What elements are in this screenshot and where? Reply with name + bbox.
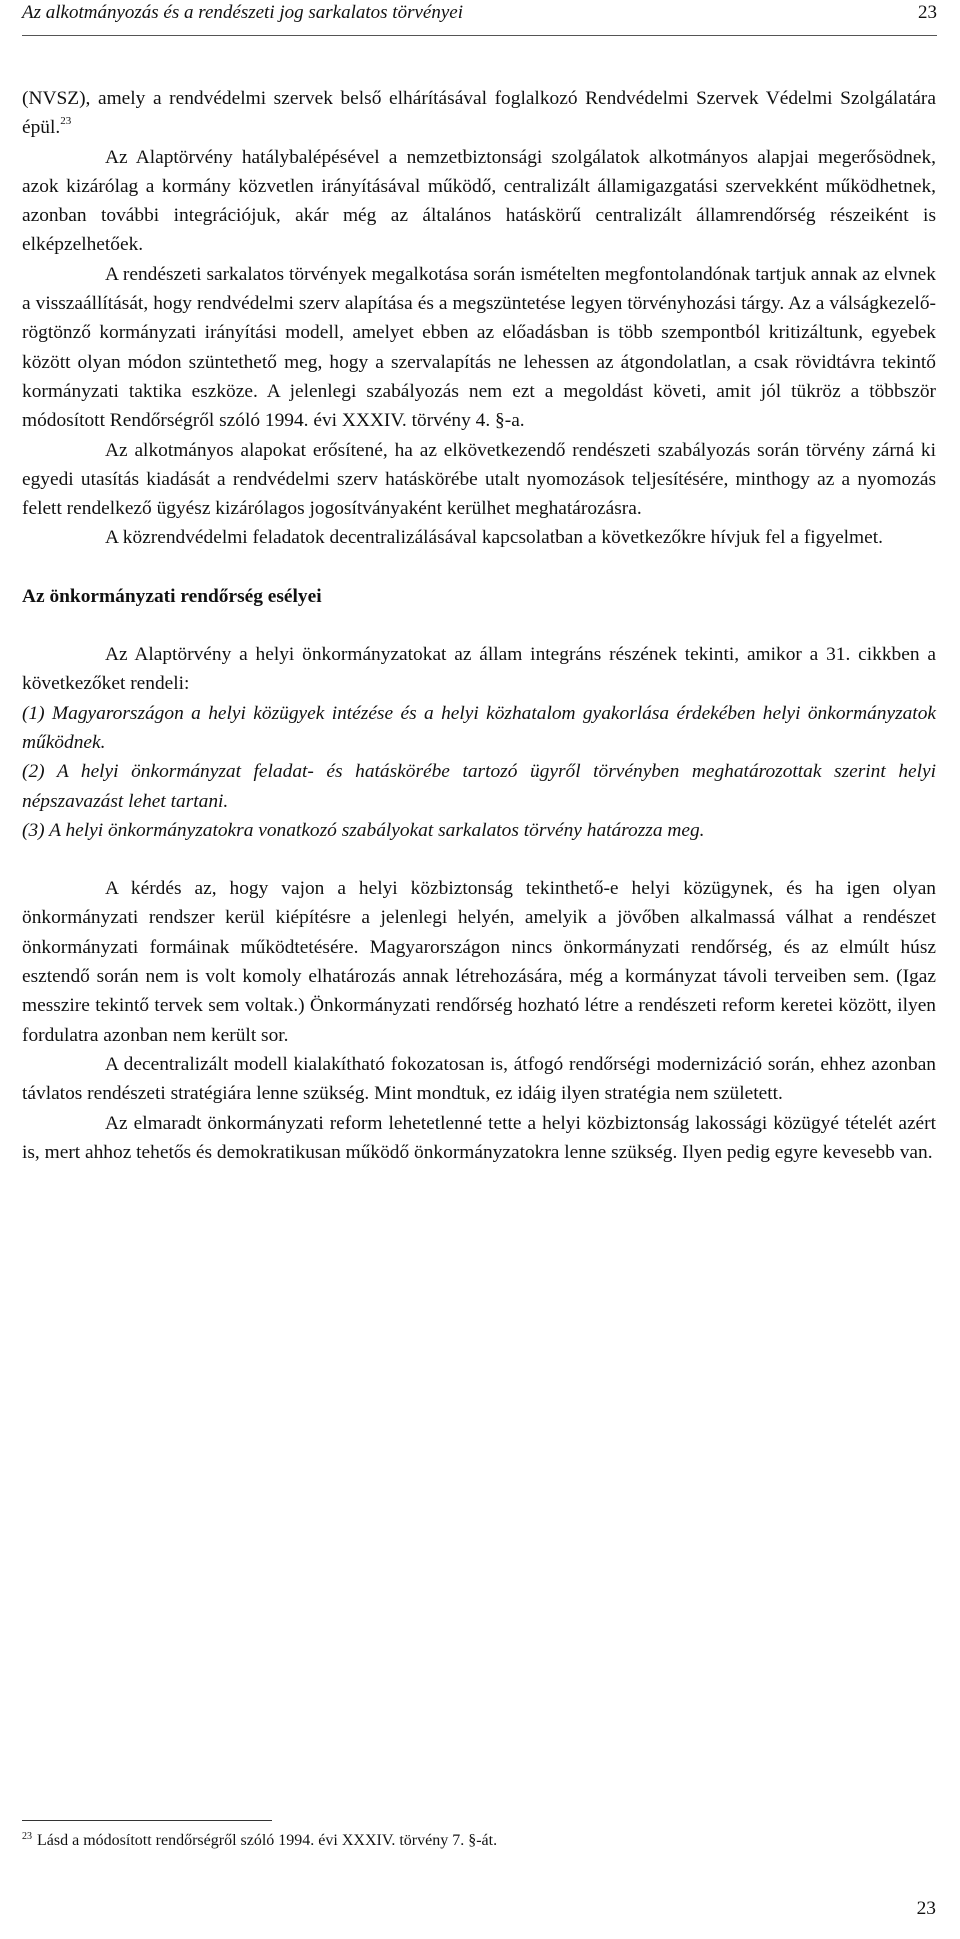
header-rule	[22, 35, 937, 36]
running-header	[22, 2, 937, 32]
paragraph-1	[22, 84, 936, 143]
paragraph-6: Az Alaptörvény a helyi önkormányzatokat az állam integráns részének tekinti, amikor a 31. cikkben a következőket rendeli:	[22, 644, 936, 695]
section-heading: Az önkormányzati rendőrség esélyei	[22, 585, 322, 607]
header-page-number: 23	[918, 2, 937, 23]
quote-1: (1) Magyarországon a helyi közügyek intézése és a helyi közhatalom gyakorlása érdekében helyi önkormányzatok működnek.	[22, 702, 936, 753]
quote-2: (2) A helyi önkormányzat feladat- és hatáskörébe tartozó ügyről törvényben meghatározottak szerint helyi népszavazást lehet tartani.	[22, 761, 936, 812]
paragraph-4: Az alkotmányos alapokat erősítené, ha az elkövetkezendő rendészeti szabályozás során törvény zárná ki egyedi utasítás kiadását a rendvédelmi szerv hatáskörébe utalt nyomozások teljesítésére, minthogy az a nyomozás felett rendelkező ügyész kizárólagos jogosítványaként kerülhet meghatározásra.	[22, 439, 936, 520]
footnote	[22, 1830, 922, 1852]
paragraph-7: A kérdés az, hogy vajon a helyi közbiztonság tekinthető-e helyi közügynek, és ha igen olyan önkormányzati rendszer kerül kiépítésre a jelenlegi helyén, amelyik a jövőben alkalmassá válhat a rendészet önkormányzati formáinak működtetésére. Magyarországon nincs önkormányzati rendőrség, és az elmúlt húsz esztendő során nem is volt komoly elhatározás annak létrehozására, még a kormányzat távoli terveiben sem. (Igaz messzire tekintő tervek sem voltak.) Önkormányzati rendőrség hozható létre a rendészeti reform keretei között, ilyen fordulatra azonban nem került sor.	[22, 878, 936, 1046]
footer-page-number: 23	[916, 1898, 936, 1919]
page-body	[22, 84, 936, 1167]
quote-3: (3) A helyi önkormányzatokra vonatkozó szabályokat sarkalatos törvény határozza meg.	[22, 819, 705, 841]
footnote-marker: 23	[22, 1831, 32, 1842]
paragraph-5: A közrendvédelmi feladatok decentralizálásával kapcsolatban a következőkre hívjuk fel a figyelmet.	[105, 527, 883, 549]
paragraph-8: A decentralizált modell kialakítható fokozatosan is, átfogó rendőrségi modernizáció során, ehhez azonban távlatos rendészeti stratégiára lenne szükség. Mint mondtuk, ez idáig ilyen stratégia nem született.	[22, 1053, 936, 1105]
paragraph-9: Az elmaradt önkormányzati reform lehetetlenné tette a helyi közbiztonság lakossági közügyé tételét azért is, mert ahhoz tehetős és demokratikusan működő önkormányzatokra lenne szükség. Ilyen pedig egyre kevesebb van.	[22, 1112, 936, 1163]
footnote-text: Lásd a módosított rendőrségről szóló 1994. évi XXXIV. törvény 7. §-át.	[37, 1832, 498, 1849]
paragraph-1-text: (NVSZ), amely a rendvédelmi szervek belső elhárításával foglalkozó Rendvédelmi Szervek Védelmi Szolgálatára épül.	[22, 88, 936, 139]
paragraph-2: Az Alaptörvény hatálybalépésével a nemzetbiztonsági szolgálatok alkotmányos alapjai megerősödnek, azok kizárólag a kormány közvetlen irányításával működő, centralizált államigazgatási szervekként működhetnek, azonban további integrációjuk, akár még az általános hatáskörű centralizált államrendőrség részeiként is elképzelhetőek.	[22, 146, 936, 256]
footnote-rule	[22, 1820, 272, 1821]
header-title: Az alkotmányozás és a rendészeti jog sarkalatos törvényei	[22, 2, 463, 23]
footnote-reference[interactable]: 23	[60, 115, 72, 128]
paragraph-3: A rendészeti sarkalatos törvények megalkotása során ismételten megfontolandónak tartjuk annak az elvnek a visszaállítását, hogy rendvédelmi szerv alapítása és a megszüntetése legyen törvényhozási tárgy. Az a válságkezelő-rögtönző kormányzati irányítási modell, amelyet ebben az előadásban is több szempontból kritizáltunk, egyebek között olyan módon szüntethető meg, hogy a szervalapítás ne lehessen az átgondolatlan, a csak rövidtávra tekintő kormányzati taktika eszköze. A jelenlegi szabályozás nem ezt a megoldást követi, amit jól tükröz a többször módosított Rendőrségről szóló 1994. évi XXXIV. törvény 4. §-a.	[22, 263, 936, 432]
